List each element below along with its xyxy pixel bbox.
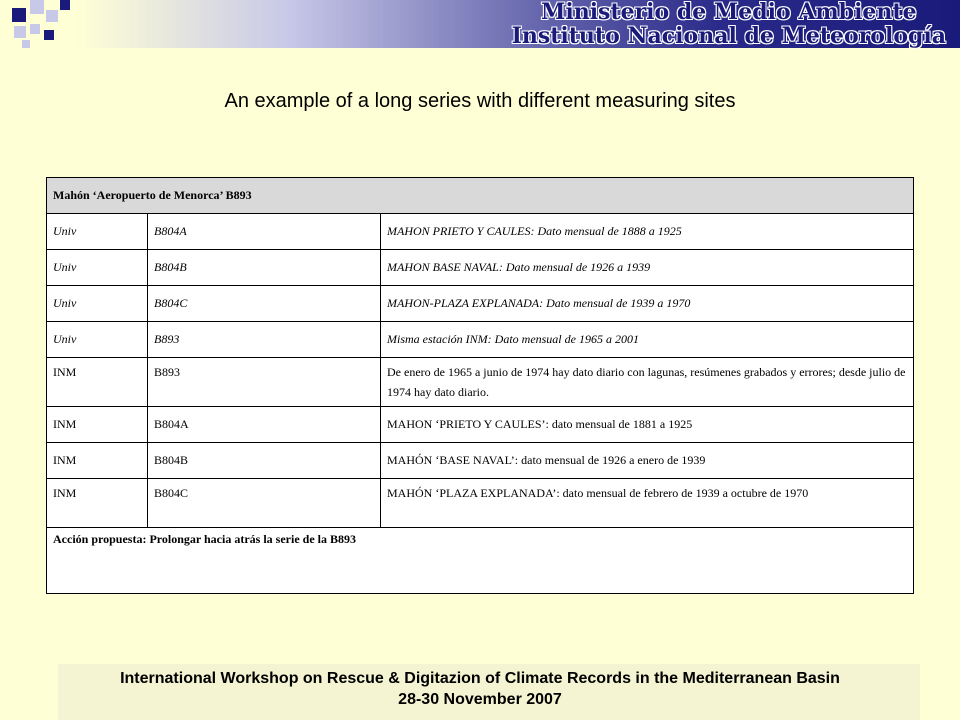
table-footer-row (47, 528, 914, 594)
source-cell: INM (47, 407, 148, 443)
code-cell: B804A (148, 214, 381, 250)
table-row (47, 443, 914, 479)
code-cell: B893 (148, 322, 381, 358)
source-cell: INM (47, 479, 148, 528)
source-cell: INM (47, 443, 148, 479)
ministry-line-2: Instituto Nacional de Meteorología (511, 23, 946, 49)
code-cell: B804B (148, 443, 381, 479)
table-row (47, 250, 914, 286)
ministry-logo-text (512, 0, 946, 48)
table-heading-row (47, 178, 914, 214)
table-row (47, 407, 914, 443)
source-cell: Univ (47, 286, 148, 322)
station-series-table (46, 177, 914, 594)
footer-line-1: International Workshop on Rescue & Digitazion of Climate Records in the Mediterranean Basin (120, 670, 840, 687)
workshop-footer (0, 668, 960, 710)
code-cell: B804A (148, 407, 381, 443)
table-row (47, 322, 914, 358)
proposed-action: Acción propuesta: Prolongar hacia atrás la serie de la B893 (47, 528, 914, 594)
description-cell: MAHON ‘PRIETO Y CAULES’: dato mensual de 1881 a 1925 (381, 407, 914, 443)
description-cell: Misma estación INM: Dato mensual de 1965 a 2001 (381, 322, 914, 358)
footer-line-2: 28-30 November 2007 (398, 691, 562, 708)
description-cell: MAHÓN ‘BASE NAVAL’: dato mensual de 1926 a enero de 1939 (381, 443, 914, 479)
ministry-line-1: Ministerio de Medio Ambiente (540, 0, 917, 25)
source-cell: INM (47, 358, 148, 407)
description-cell: MAHÓN ‘PLAZA EXPLANADA’: dato mensual de febrero de 1939 a octubre de 1970 (381, 479, 914, 528)
description-cell: MAHON-PLAZA EXPLANADA: Dato mensual de 1939 a 1970 (381, 286, 914, 322)
description-cell: MAHON PRIETO Y CAULES: Dato mensual de 1888 a 1925 (381, 214, 914, 250)
code-cell: B804C (148, 479, 381, 528)
source-cell: Univ (47, 322, 148, 358)
source-cell: Univ (47, 250, 148, 286)
description-cell: De enero de 1965 a junio de 1974 hay dato diario con lagunas, resúmenes grabados y errores; desde julio de 1974 hay dato diario. (381, 358, 914, 407)
code-cell: B893 (148, 358, 381, 407)
code-cell: B804B (148, 250, 381, 286)
slide-title: An example of a long series with different measuring sites (224, 90, 736, 112)
table-row (47, 286, 914, 322)
code-cell: B804C (148, 286, 381, 322)
table-row (47, 358, 914, 407)
source-cell: Univ (47, 214, 148, 250)
table-row (47, 479, 914, 528)
table-row (47, 214, 914, 250)
table-heading: Mahón ‘Aeropuerto de Menorca’ B893 (47, 178, 914, 214)
description-cell: MAHON BASE NAVAL: Dato mensual de 1926 a 1939 (381, 250, 914, 286)
